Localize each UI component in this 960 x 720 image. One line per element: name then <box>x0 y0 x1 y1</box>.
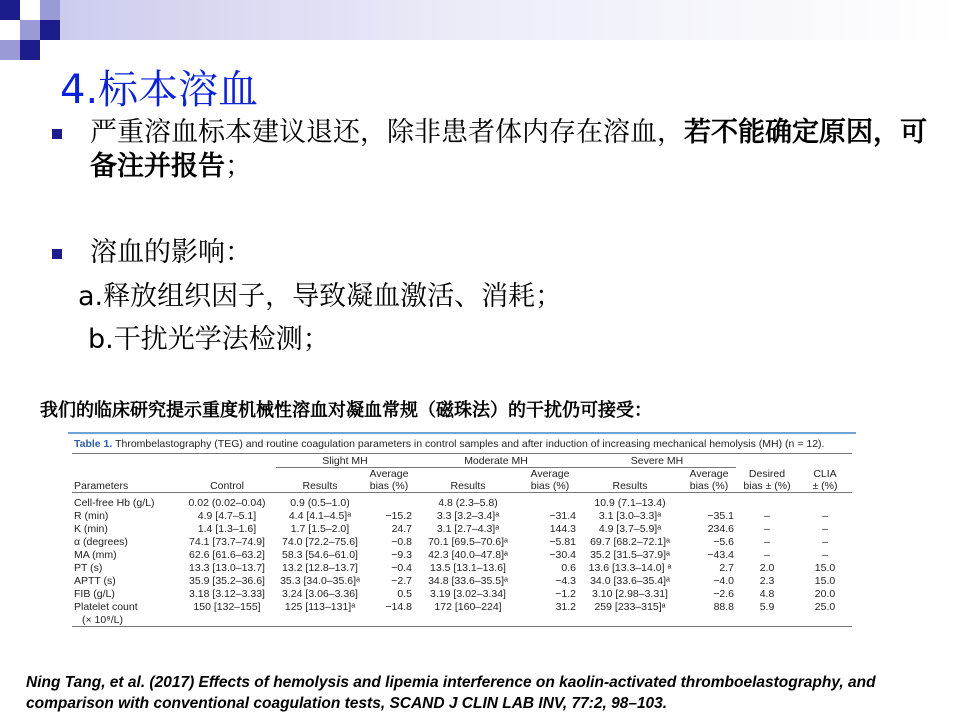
table-bottom-rule <box>72 627 852 632</box>
square-bullet-icon <box>52 249 62 259</box>
table-cell-clia: – <box>822 548 828 561</box>
table-cell-slight-bias: −14.8 <box>385 600 412 613</box>
table-cell-severe-bias: −43.4 <box>707 548 734 561</box>
table-cell-moderate-result: 34.8 [33.6–35.5]ᵃ <box>428 574 508 587</box>
bullet-1-end: ； <box>225 151 252 182</box>
table-cell-clia: 15.0 <box>814 574 836 587</box>
table-cell-clia: – <box>822 522 828 535</box>
table-cell-severe-bias: −5.6 <box>713 535 734 548</box>
table-cell-slight-result: 58.3 [54.6–61.0] <box>282 548 358 561</box>
table-cell-moderate-result: 13.5 [13.1–13.6] <box>430 561 506 574</box>
table-cell-severe-bias <box>682 493 736 510</box>
table-cell-slight-result: 74.0 [72.2–75.6] <box>282 535 358 548</box>
table-cell-desired: 5.9 <box>759 600 775 613</box>
table-cell-parameter: MA (mm) <box>74 548 117 561</box>
table-cell-moderate-bias: −4.3 <box>555 574 576 587</box>
table-cell-slight-result: 0.9 (0.5–1.0) <box>290 496 350 509</box>
table-cell-control: 35.9 [35.2–36.6] <box>189 574 265 587</box>
table-row <box>72 535 852 548</box>
table-cell-slight-result: 3.24 [3.06–3.36] <box>282 587 358 600</box>
table-cell-severe-result: 259 [233–315]ᵃ <box>594 600 666 613</box>
table-cell-clia: – <box>822 535 828 548</box>
table-cell-desired: 4.8 <box>759 587 775 600</box>
table-cell-parameter: FIB (g/L) <box>74 587 115 600</box>
table-cell-parameter: Platelet count <box>74 600 138 613</box>
header-parameters: Parameters <box>72 468 178 493</box>
table-cell-desired <box>736 493 798 510</box>
table-row <box>72 548 852 561</box>
table-cell-moderate-result: 70.1 [69.5–70.6]ᵃ <box>428 535 508 548</box>
table-cell-slight-bias: 0.5 <box>397 587 412 600</box>
table-cell-moderate-result: 3.3 [3.2–3.4]ᵃ <box>436 509 500 522</box>
clinical-note: 我们的临床研究提示重度机械性溶血对凝血常规（磁珠法）的干扰仍可接受： <box>40 400 652 421</box>
citation: Ning Tang, et al. (2017) Effects of hemolysis and lipemia interference on kaolin-activated thromboelastography, and comparison with conventional coagulation tests, SCAND J CLIN LAB INV, 77:2, 98–103. <box>26 674 876 712</box>
square-bullet-icon <box>52 129 62 139</box>
table-cell-severe-result: 4.9 [3.7–5.9]ᵃ <box>598 522 662 535</box>
table-cell-slight-bias: −2.7 <box>391 574 412 587</box>
table-cell-desired: 2.3 <box>759 574 775 587</box>
header-average-bias: Average bias (%) <box>522 468 578 493</box>
table-row <box>72 561 852 574</box>
platelet-unit: (× 10⁹/L) <box>82 613 123 626</box>
bullet-2-text: 溶血的影响： <box>90 237 252 268</box>
table-cell-moderate-result: 172 [160–224] <box>434 600 502 613</box>
table-cell-moderate-result: 3.19 [3.02–3.34] <box>430 587 506 600</box>
table-cell-control: 74.1 [73.7–74.9] <box>189 535 265 548</box>
header-results: Results <box>578 468 682 493</box>
table-cell-moderate-bias: −31.4 <box>549 509 576 522</box>
table-row <box>72 522 852 535</box>
header-gradient-bar <box>60 0 960 40</box>
table-cell-control: 4.9 [4.7–5.1] <box>197 509 257 522</box>
table-cell-clia: – <box>822 509 828 522</box>
table-row <box>72 493 852 510</box>
table-cell-severe-bias: 234.6 <box>707 522 734 535</box>
bullet-1-text: 严重溶血标本建议退还，除非患者体内存在溶血， <box>90 117 684 148</box>
header-desired-bias: Desired bias ± (%) <box>736 468 798 493</box>
table-cell-moderate-bias <box>522 493 578 510</box>
table-cell-severe-bias: −2.6 <box>713 587 734 600</box>
table-cell-desired: 2.0 <box>759 561 775 574</box>
sub-item-a: a.释放组织因子，导致凝血激活、消耗； <box>78 281 563 312</box>
bullet-item-2 <box>52 236 932 270</box>
table-row <box>72 509 852 522</box>
table-cell-severe-result: 35.2 [31.5–37.9]ᵃ <box>590 548 670 561</box>
bullet-item-1 <box>52 116 932 184</box>
header-average-bias: Average bias (%) <box>364 468 414 493</box>
table-cell-parameter: PT (s) <box>74 561 103 574</box>
table-caption-text: Thrombelastography (TEG) and routine coagulation parameters in control samples and after induction of increasing mechanical hemolysis (MH) (n = 12). <box>115 438 825 450</box>
table-cell-slight-bias: 24.7 <box>391 522 412 535</box>
coagulation-table <box>72 453 852 631</box>
table-cell-parameter: R (min) <box>74 509 109 522</box>
table-caption <box>68 434 856 453</box>
table-cell-control: 3.18 [3.12–3.33] <box>189 587 265 600</box>
table-cell-severe-result: 34.0 [33.6–35.4]ᵃ <box>590 574 670 587</box>
table-cell-moderate-bias: −1.2 <box>555 587 576 600</box>
table-cell-clia: 20.0 <box>814 587 836 600</box>
table-row-unit <box>72 613 852 627</box>
slide-title: 4.标本溶血 <box>60 67 259 113</box>
table-cell-clia <box>798 493 852 510</box>
group-header-moderate: Moderate MH <box>414 454 578 468</box>
table-caption-label: Table 1. <box>74 438 113 450</box>
table-cell-moderate-bias: −30.4 <box>549 548 576 561</box>
table-image <box>68 432 856 670</box>
table-row <box>72 600 852 613</box>
table-cell-severe-bias: −4.0 <box>713 574 734 587</box>
table-cell-moderate-bias: 31.2 <box>555 600 576 613</box>
table-cell-slight-bias: −0.8 <box>391 535 412 548</box>
table-cell-severe-result: 3.1 [3.0–3.3]ᵃ <box>598 509 662 522</box>
table-cell-moderate-bias: −5.81 <box>549 535 576 548</box>
table-cell-slight-result: 125 [113–131]ᵃ <box>284 600 356 613</box>
table-cell-severe-bias: 2.7 <box>719 561 734 574</box>
table-cell-slight-bias: −9.3 <box>391 548 412 561</box>
table-cell-control: 1.4 [1.3–1.6] <box>197 522 257 535</box>
table-cell-slight-bias: −15.2 <box>385 509 412 522</box>
table-cell-parameter: Cell-free Hb (g/L) <box>74 496 155 509</box>
bullet-1-bold-text: 若不能确定原因，可备注并报告 <box>90 117 927 182</box>
table-cell-clia: 15.0 <box>814 561 836 574</box>
table-cell-severe-bias: 88.8 <box>713 600 734 613</box>
table-cell-slight-bias: −0.4 <box>391 561 412 574</box>
table-cell-slight-result: 4.4 [4.1–4.5]ᵃ <box>288 509 352 522</box>
table-cell-desired: – <box>764 509 770 522</box>
group-header-slight: Slight MH <box>276 454 414 468</box>
table-cell-slight-result: 13.2 [12.8–13.7] <box>282 561 358 574</box>
table-row <box>72 574 852 587</box>
table-cell-clia: 25.0 <box>814 600 836 613</box>
header-control: Control <box>178 468 276 493</box>
table-cell-moderate-bias: 144.3 <box>549 522 576 535</box>
table-cell-parameter: α (degrees) <box>74 535 128 548</box>
table-cell-control: 62.6 [61.6–63.2] <box>189 548 265 561</box>
table-cell-control: 0.02 (0.02–0.04) <box>188 496 266 509</box>
table-cell-moderate-result: 42.3 [40.0–47.8]ᵃ <box>428 548 508 561</box>
table-cell-moderate-bias: 0.6 <box>561 561 576 574</box>
table-cell-moderate-result: 4.8 (2.3–5.8) <box>438 496 498 509</box>
header-results: Results <box>276 468 364 493</box>
table-cell-control: 150 [132–155] <box>193 600 261 613</box>
table-cell-slight-result: 1.7 [1.5–2.0] <box>290 522 350 535</box>
table-cell-parameter: K (min) <box>74 522 108 535</box>
table-row <box>72 587 852 600</box>
header-results: Results <box>414 468 522 493</box>
table-cell-severe-result: 3.10 [2.98–3.31] <box>592 587 668 600</box>
table-cell-desired: – <box>764 548 770 561</box>
header-clia: CLIA ± (%) <box>798 468 852 493</box>
group-header-severe: Severe MH <box>578 454 736 468</box>
table-cell-severe-bias: −35.1 <box>707 509 734 522</box>
sub-item-b: b.干扰光学法检测； <box>88 324 330 355</box>
header-average-bias: Average bias (%) <box>682 468 736 493</box>
table-cell-desired: – <box>764 535 770 548</box>
table-cell-moderate-result: 3.1 [2.7–4.3]ᵃ <box>436 522 500 535</box>
table-cell-slight-bias <box>364 493 414 510</box>
corner-decoration <box>0 0 60 60</box>
table-cell-parameter: APTT (s) <box>74 574 116 587</box>
table-cell-control: 13.3 [13.0–13.7] <box>189 561 265 574</box>
table-cell-desired: – <box>764 522 770 535</box>
table-cell-slight-result: 35.3 [34.0–35.6]ᵃ <box>280 574 360 587</box>
table-cell-severe-result: 10.9 (7.1–13.4) <box>594 496 666 509</box>
table-cell-severe-result: 13.6 [13.3–14.0] ᵃ <box>588 561 672 574</box>
table-cell-severe-result: 69.7 [68.2–72.1]ᵃ <box>590 535 670 548</box>
